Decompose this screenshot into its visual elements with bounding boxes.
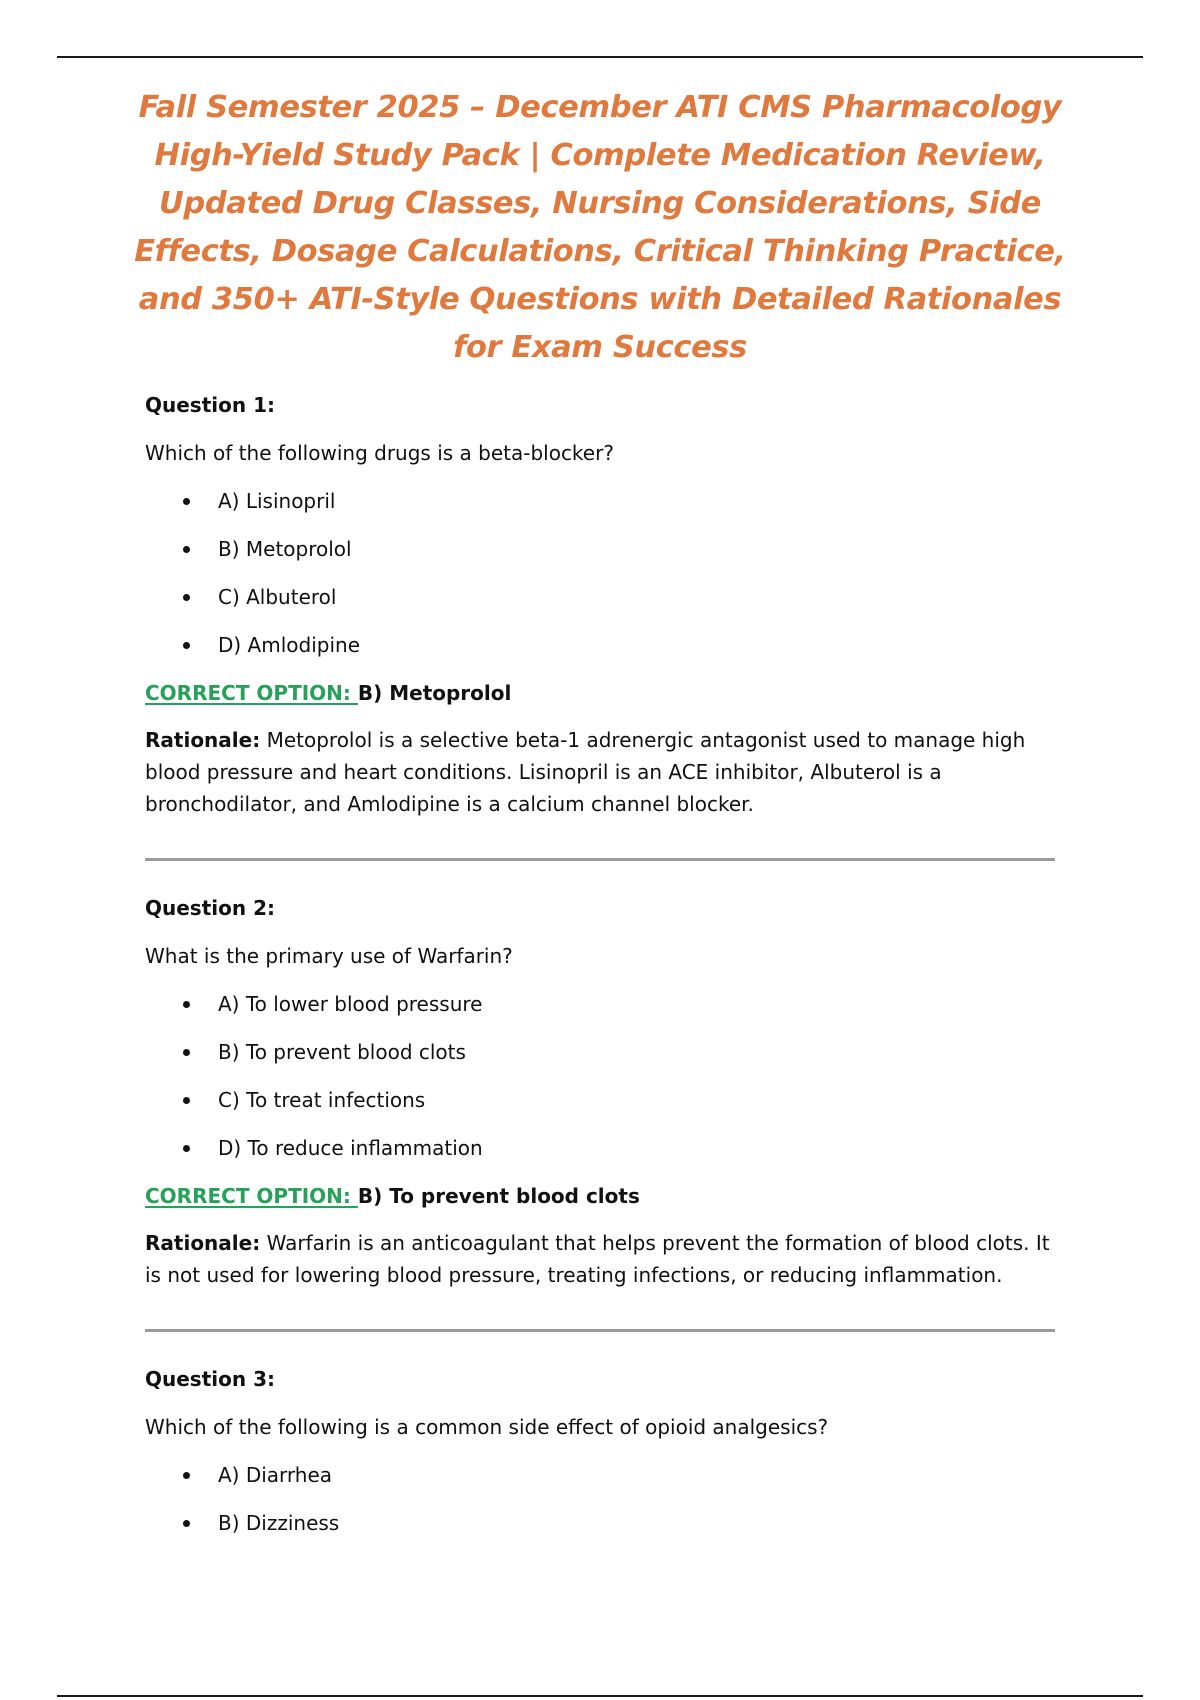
bullet-icon: [183, 1145, 190, 1152]
option-item: [145, 1506, 1065, 1540]
option-text: C) Albuterol: [218, 585, 337, 609]
option-item: [145, 628, 1065, 662]
bullet-icon: [183, 594, 190, 601]
rationale: [145, 724, 1065, 820]
options-list: [145, 1458, 1065, 1540]
option-item: [145, 987, 1065, 1021]
option-item: [145, 1035, 1065, 1069]
bullet-icon: [183, 1049, 190, 1056]
option-text: D) To reduce inflammation: [218, 1136, 483, 1160]
question-label: Question 2:: [145, 896, 275, 920]
section-divider: [145, 1329, 1055, 1332]
bottom-rule: [57, 1695, 1143, 1697]
option-text: A) To lower blood pressure: [218, 992, 483, 1016]
rationale-text: Warfarin is an anticoagulant that helps prevent the formation of blood clots. It is not used for lowering blood pressure, treating infections, or reducing inflammation.: [145, 1231, 1050, 1287]
bullet-icon: [183, 1097, 190, 1104]
option-item: [145, 580, 1065, 614]
top-rule: [57, 56, 1143, 58]
rationale-label: Rationale:: [145, 728, 261, 752]
rationale: [145, 1227, 1065, 1291]
question-block: [145, 891, 1065, 1291]
bullet-icon: [183, 546, 190, 553]
question-label: Question 3:: [145, 1367, 275, 1391]
correct-option-answer: B) To prevent blood clots: [357, 1184, 640, 1208]
question-text: Which of the following is a common side effect of opioid analgesics?: [145, 1415, 829, 1439]
option-item: [145, 484, 1065, 518]
correct-option-answer: B) Metoprolol: [357, 681, 512, 705]
option-text: D) Amlodipine: [218, 633, 361, 657]
option-text: A) Diarrhea: [218, 1463, 333, 1487]
section-divider: [145, 858, 1055, 861]
option-text: B) Dizziness: [218, 1511, 340, 1535]
correct-option-label: CORRECT OPTION:: [145, 1184, 358, 1208]
bullet-icon: [183, 1520, 190, 1527]
options-list: [145, 987, 1065, 1165]
option-item: [145, 1131, 1065, 1165]
correct-option-label: CORRECT OPTION:: [145, 681, 358, 705]
bullet-icon: [183, 642, 190, 649]
option-text: B) Metoprolol: [218, 537, 352, 561]
rationale-text: Metoprolol is a selective beta-1 adrenergic antagonist used to manage high blood pressure and heart conditions. Lisinopril is an ACE inhibitor, Albuterol is a bronchodilator, and Amlodipine is a calcium channel blocker.: [145, 728, 1026, 816]
correct-option: [145, 1179, 1065, 1213]
option-text: C) To treat infections: [218, 1088, 426, 1112]
option-text: B) To prevent blood clots: [218, 1040, 466, 1064]
bullet-icon: [183, 498, 190, 505]
question-label: Question 1:: [145, 393, 275, 417]
option-item: [145, 532, 1065, 566]
bullet-icon: [183, 1001, 190, 1008]
option-item: [145, 1083, 1065, 1117]
page-title: Fall Semester 2025 – December ATI CMS Pharmacology High-Yield Study Pack | Complete Medication Review, Updated Drug Classes, Nursing Considerations, Side Effects, Dosage Calculations, Critical Thinking Practice, and 350+ ATI-Style Questions with Detailed Rationales for Exam Success: [134, 90, 1066, 365]
options-list: [145, 484, 1065, 662]
question-text: Which of the following drugs is a beta-blocker?: [145, 441, 614, 465]
bullet-icon: [183, 1472, 190, 1479]
question-text: What is the primary use of Warfarin?: [145, 944, 513, 968]
question-block: [145, 388, 1065, 820]
option-item: [145, 1458, 1065, 1492]
rationale-label: Rationale:: [145, 1231, 261, 1255]
question-block: [145, 1362, 1065, 1540]
option-text: A) Lisinopril: [218, 489, 336, 513]
correct-option: [145, 676, 1065, 710]
questions-content: [145, 388, 1065, 1554]
